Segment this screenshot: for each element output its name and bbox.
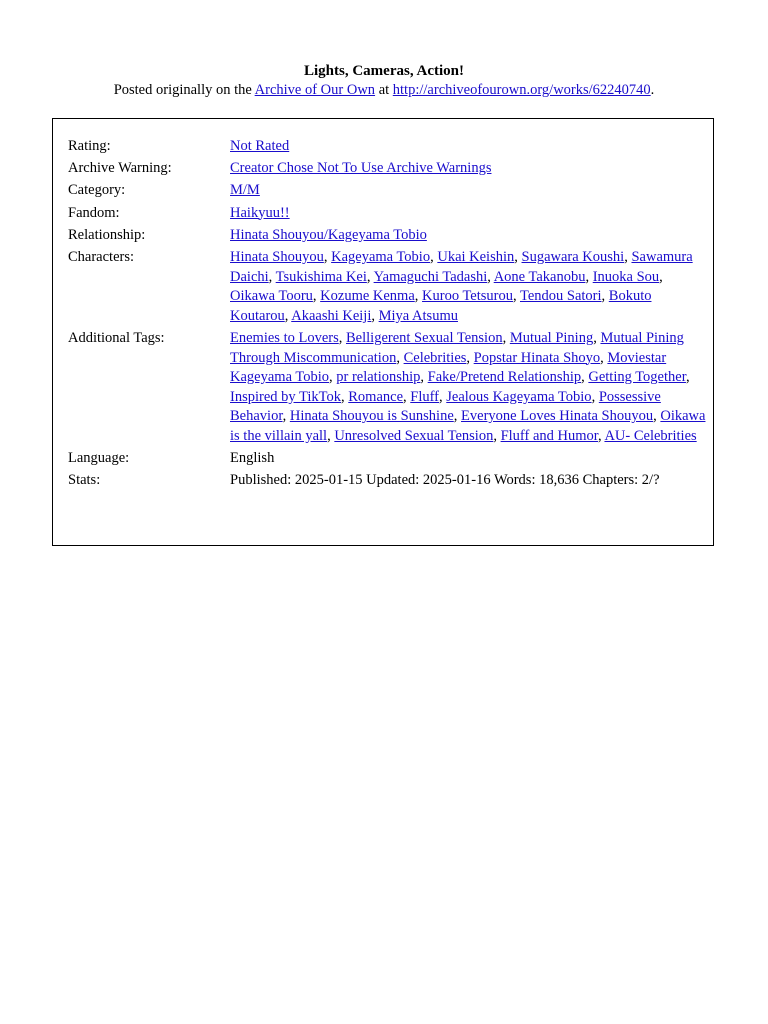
characters-label: Characters: [68,248,135,265]
character-link[interactable]: Oikawa Tooru [230,288,313,305]
tag-link[interactable]: Everyone Loves Hinata Shouyou [461,408,654,425]
warning-link[interactable]: Creator Chose Not To Use Archive Warnings [230,160,492,177]
tag-link[interactable]: Getting Together [588,369,686,386]
character-link[interactable]: Kageyama Tobio [331,248,431,265]
fandom-value [230,204,708,226]
meta-row-warning [68,159,708,181]
tag-link[interactable]: Hinata Shouyou is Sunshine [289,408,454,425]
rating-link[interactable]: Not Rated [230,138,290,154]
work-header [0,62,768,100]
category-value [230,181,708,203]
fandom-link[interactable]: Haikyuu!! [230,204,290,221]
tag-link[interactable]: Fluff and Humor [500,427,598,444]
stats-label: Stats: [68,472,101,489]
meta-row-category [68,181,708,203]
relationship-link[interactable]: Hinata Shouyou/Kageyama Tobio [230,226,427,243]
character-link[interactable]: Bokuto Koutarou [230,288,652,324]
metadata-box [52,118,714,546]
tag-link[interactable]: Romance [348,388,404,405]
posted-prefix: Posted originally on the [113,82,255,98]
character-link[interactable]: Kuroo Tetsurou [422,288,513,305]
tag-link[interactable]: Fake/Pretend Relationship [427,369,582,386]
character-link[interactable]: Tendou Satori [519,288,602,305]
tag-link[interactable]: Fluff [410,388,440,405]
tag-link[interactable]: Oikawa is the villain yall [230,408,706,444]
tag-link[interactable]: Jealous Kageyama Tobio [446,388,592,405]
tag-link[interactable]: Unresolved Sexual Tension [334,427,494,444]
character-link[interactable]: Sugawara Koushi [521,248,625,265]
stats-value: Published: 2025-01-15 Updated: 2025-01-16 Words: 18,636 Chapters: 2/? [230,472,660,489]
meta-row-tags [68,329,708,449]
tag-link[interactable]: AU- Celebrities [604,427,697,444]
meta-row-rating [68,137,708,159]
language-value: English [230,450,275,467]
tag-link[interactable]: Mutual Pining [509,329,594,346]
posted-line [0,81,768,100]
category-label: Category: [68,182,126,199]
relationship-label: Relationship: [68,226,146,243]
work-title: Lights, Cameras, Action! [304,63,464,79]
tags-label: Additional Tags: [68,329,165,346]
character-link[interactable]: Inuoka Sou [592,268,660,285]
relationship-value [230,226,708,248]
language-label: Language: [68,450,130,467]
tag-link[interactable]: Moviestar Kageyama Tobio [230,349,667,386]
tag-link[interactable]: Celebrities [403,349,467,366]
tag-link[interactable]: pr relationship [336,369,421,386]
tag-link[interactable]: Inspired by TikTok [230,388,341,405]
meta-row-language [68,449,708,471]
warning-label: Archive Warning: [68,160,172,177]
character-link[interactable]: Miya Atsumu [378,307,458,324]
character-link[interactable]: Yamaguchi Tadashi [373,268,488,285]
warning-value [230,159,708,181]
at-text: at [375,82,393,98]
character-link[interactable]: Hinata Shouyou [230,248,324,265]
category-link[interactable]: M/M [230,182,260,199]
tag-link[interactable]: Popstar Hinata Shoyo [473,349,601,366]
meta-row-stats [68,471,708,493]
character-link[interactable]: Sawamura Daichi [230,248,693,285]
fandom-label: Fandom: [68,204,120,221]
tag-link[interactable]: Belligerent Sexual Tension [346,329,503,346]
tag-link[interactable]: Possessive Behavior [230,388,661,425]
rating-value [230,137,708,159]
rating-label: Rating: [68,138,111,154]
characters-value: Hinata Shouyou, Kageyama Tobio, Ukai Keishin, Sugawara Koushi, Sawamura Daichi, Tsukishima Kei, Yamaguchi Tadashi, Aone Takanobu, Inuoka Sou, Oikawa Tooru, Kozume Kenma, Kuroo Tetsurou, Tendou Satori, Bokuto Koutarou, Akaashi Keiji, Miya Atsumu [230,248,693,324]
meta-row-characters [68,248,708,329]
character-link[interactable]: Akaashi Keiji [291,307,372,324]
archive-link[interactable]: Archive of Our Own [254,82,376,98]
meta-row-fandom [68,204,708,226]
work-url-link[interactable]: http://archiveofourown.org/works/62240740 [392,82,651,98]
metadata-table [68,137,708,493]
character-link[interactable]: Tsukishima Kei [275,268,367,285]
character-link[interactable]: Aone Takanobu [493,268,586,285]
meta-row-relationship [68,226,708,248]
character-link[interactable]: Kozume Kenma [320,288,415,305]
end-punct: . [650,82,655,98]
tag-link[interactable]: Mutual Pining Through Miscommunication [230,329,684,366]
tag-link[interactable]: Enemies to Lovers [230,329,339,346]
tags-value: Enemies to Lovers, Belligerent Sexual Tension, Mutual Pining, Mutual Pining Through Miscommunication, Celebrities, Popstar Hinata Shoyo, Moviestar Kageyama Tobio, pr relationship, Fake/Pretend Relationship, Getting Together, Inspired by TikTok, Romance, Fluff, Jealous Kageyama Tobio, Possessive Behavior, Hinata Shouyou is Sunshine, Everyone Loves Hinata Shouyou, Oikawa is the villain yall, Unresolved Sexual Tension, Fluff and Humor, AU- Celebrities [230,329,706,444]
character-link[interactable]: Ukai Keishin [437,248,515,265]
